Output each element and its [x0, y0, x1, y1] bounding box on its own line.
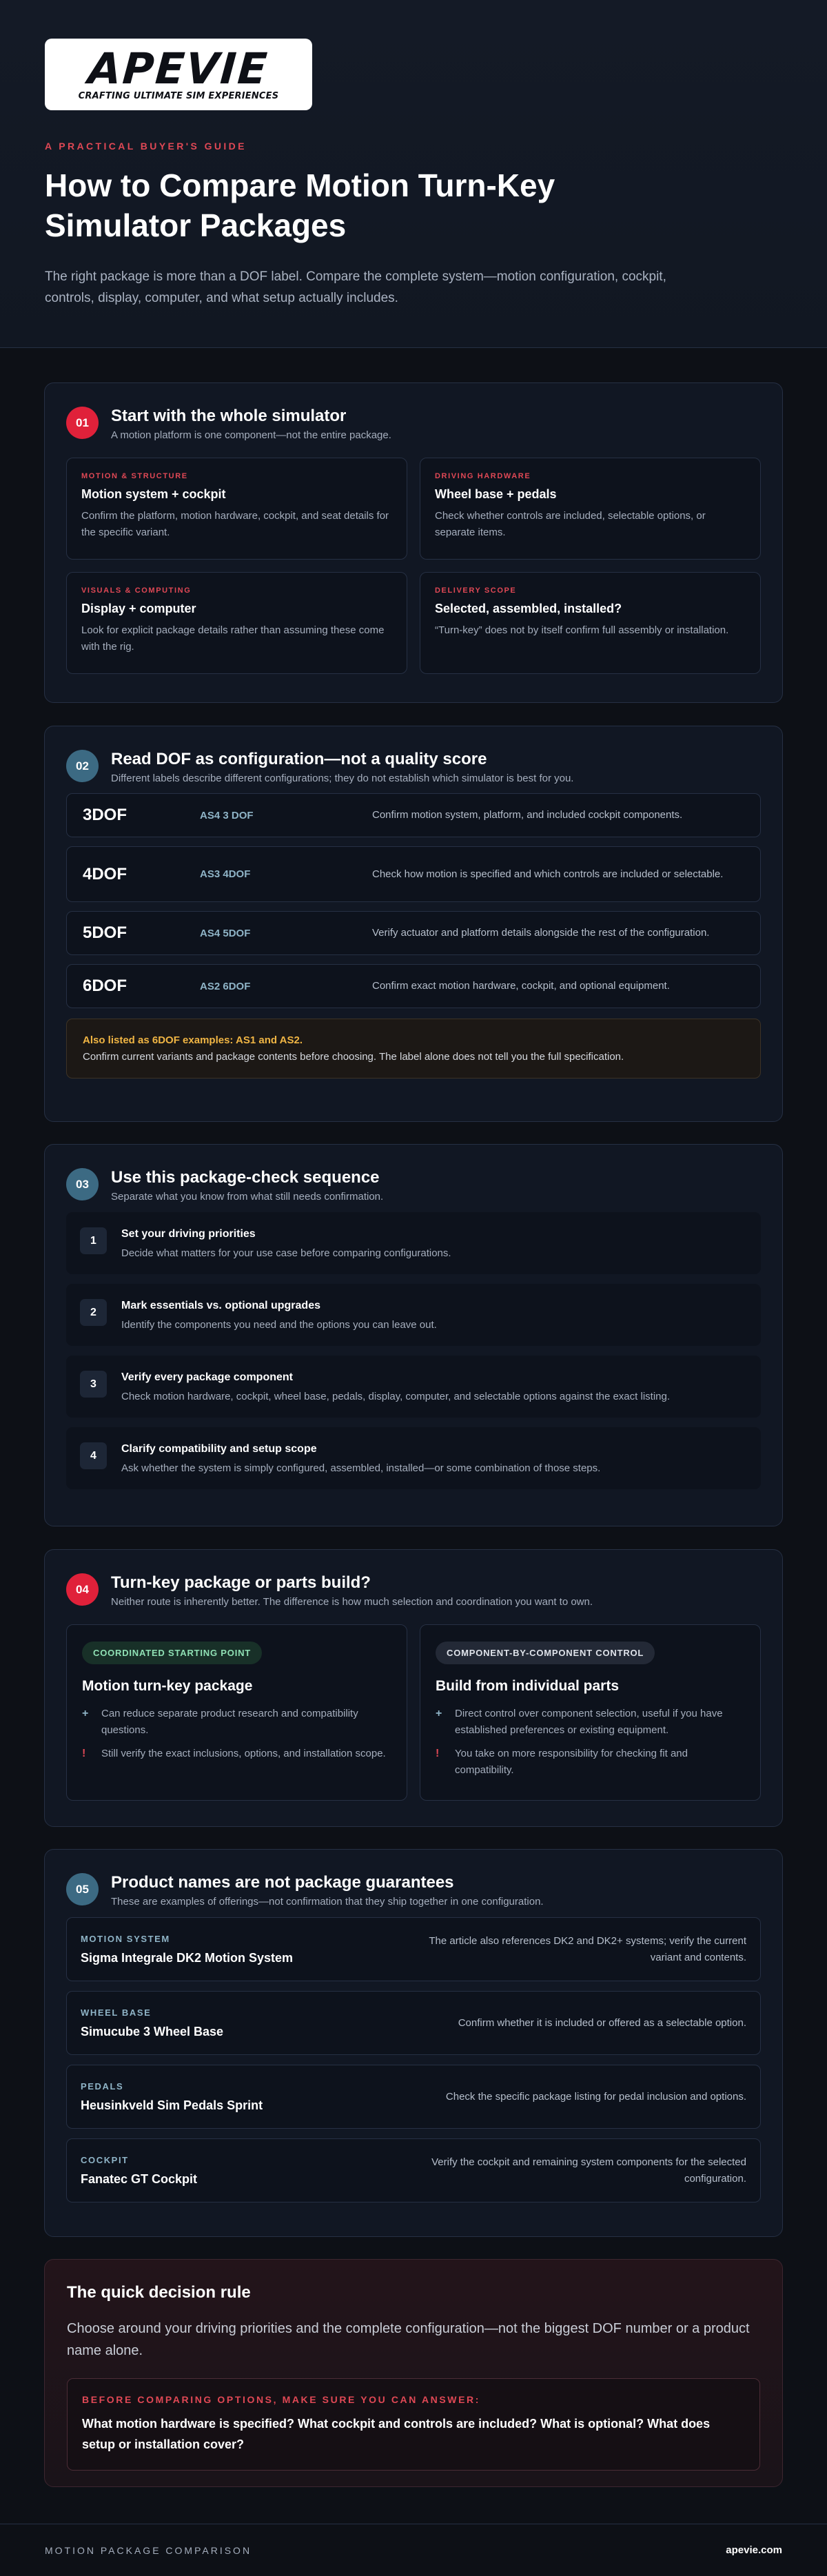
section-package-check — [44, 1144, 783, 1526]
section-header — [66, 1165, 761, 1203]
plus-icon: + — [436, 1708, 442, 1719]
section-subtitle: Neither route is inherently better. The difference is how much selection and coordination you want to own. — [111, 1596, 593, 1608]
section-header — [66, 1870, 761, 1908]
rule-eyebrow: BEFORE COMPARING OPTIONS, MAKE SURE YOU CAN ANSWER: — [82, 2394, 481, 2405]
section-title: Read DOF as configuration—not a quality score — [111, 750, 487, 768]
product-category: WHEEL BASE — [81, 2007, 152, 2018]
benefit-text: Can reduce separate product research and compatibility questions. — [101, 1708, 358, 1736]
path-comparison — [66, 1624, 761, 1801]
rule-title: The quick decision rule — [67, 2283, 251, 2302]
turnkey-path-card — [66, 1624, 407, 1801]
step-item — [66, 1356, 761, 1418]
section-subtitle: A motion platform is one component—not the entire package. — [111, 429, 391, 441]
section-title: Use this package-check sequence — [111, 1168, 380, 1187]
note-text: Confirm current variants and package contents before choosing. The label alone does not tell you the full specification. — [83, 1051, 624, 1063]
card-description: Check whether controls are included, selectable options, or separate items. — [435, 510, 706, 538]
logo-wordmark: APEVIE — [86, 43, 271, 94]
rule-checklist-box — [67, 2378, 760, 2471]
dof-label: 3DOF — [83, 806, 127, 824]
section-header — [66, 1571, 761, 1608]
step-title: Clarify compatibility and setup scope — [121, 1443, 317, 1455]
step-title: Set your driving priorities — [121, 1228, 256, 1240]
step-title: Verify every package component — [121, 1371, 293, 1383]
product-item — [66, 2138, 761, 2202]
section-turnkey-vs-parts — [44, 1549, 783, 1827]
section-number-badge: 01 — [66, 407, 99, 439]
card-title: Selected, assembled, installed? — [435, 602, 622, 615]
dof-model: AS2 6DOF — [200, 980, 251, 992]
card-eyebrow: VISUALS & COMPUTING — [81, 586, 192, 595]
footer — [0, 2524, 827, 2576]
hero — [0, 0, 827, 348]
dof-label: 6DOF — [83, 977, 127, 995]
section-product-names — [44, 1849, 783, 2237]
card-eyebrow: DRIVING HARDWARE — [435, 472, 531, 480]
card-description: Look for explicit package details rather than assuming these come with the rig. — [81, 624, 385, 653]
parts-path-card — [420, 1624, 761, 1801]
card-description: “Turn-key” does not by itself confirm full assembly or installation. — [435, 624, 729, 636]
dof-description: Confirm exact motion hardware, cockpit, and optional equipment. — [372, 980, 670, 992]
step-number: 1 — [80, 1227, 107, 1254]
warning-icon: ! — [436, 1748, 440, 1759]
section-number-badge: 02 — [66, 750, 99, 782]
product-item — [66, 2065, 761, 2129]
product-note: Check the specific package listing for pedal inclusion and options. — [445, 2090, 746, 2103]
step-title: Mark essentials vs. optional upgrades — [121, 1300, 320, 1311]
hero-eyebrow: A PRACTICAL BUYER'S GUIDE — [45, 141, 247, 152]
caveat-text: Still verify the exact inclusions, options, and installation scope. — [101, 1748, 386, 1759]
component-card — [66, 572, 407, 674]
step-item — [66, 1212, 761, 1274]
caveat-text: You take on more responsibility for checking fit and compatibility. — [455, 1748, 688, 1776]
rule-questions: What motion hardware is specified? What cockpit and controls are included? What is optional? What does setup or installation cover? — [82, 2417, 711, 2451]
path-benefit — [82, 1706, 391, 1739]
page-title: How to Compare Motion Turn-Key Simulator Packages — [45, 167, 555, 243]
path-pill: COORDINATED STARTING POINT — [82, 1642, 262, 1664]
benefit-text: Direct control over component selection, useful if you have established preferences or existing equipment. — [455, 1708, 723, 1736]
dof-description: Confirm motion system, platform, and included cockpit components. — [372, 809, 683, 821]
section-subtitle: Different labels describe different configurations; they do not establish which simulator is best for you. — [111, 773, 574, 784]
product-note: The article also references DK2 and DK2+ systems; verify the current variant and contents. — [429, 1934, 746, 1963]
dof-label: 5DOF — [83, 923, 127, 942]
dof-row — [66, 911, 761, 955]
product-item — [66, 1917, 761, 1981]
section-subtitle: Separate what you know from what still needs confirmation. — [111, 1191, 384, 1203]
product-note: Confirm whether it is included or offered as a selectable option. — [458, 2016, 746, 2029]
step-list — [66, 1212, 761, 1489]
component-card-grid — [66, 458, 761, 674]
dof-row — [66, 964, 761, 1008]
product-list — [66, 1917, 761, 2202]
dof-note — [66, 1019, 761, 1079]
dof-model: AS4 3 DOF — [200, 809, 254, 821]
section-subtitle: These are examples of offerings—not confirmation that they ship together in one configuration. — [111, 1896, 544, 1908]
step-number: 4 — [80, 1442, 107, 1469]
step-description: Check motion hardware, cockpit, wheel base, pedals, display, computer, and selectable options against the exact listing. — [121, 1391, 671, 1402]
dof-model: AS4 5DOF — [200, 927, 251, 939]
product-category: COCKPIT — [81, 2154, 129, 2165]
path-pill: COMPONENT-BY-COMPONENT CONTROL — [436, 1642, 655, 1664]
hero-intro: The right package is more than a DOF label. Compare the complete system—motion configuration, cockpit, controls, display, computer, and what setup actually includes. — [45, 269, 666, 305]
section-dof-configuration — [44, 726, 783, 1122]
card-eyebrow: DELIVERY SCOPE — [435, 586, 517, 595]
step-number: 3 — [80, 1371, 107, 1398]
dof-list — [66, 793, 761, 1008]
dof-row — [66, 846, 761, 902]
step-description: Ask whether the system is simply configured, assembled, installed—or some combination of those steps. — [121, 1462, 601, 1474]
product-name: Sigma Integrale DK2 Motion System — [81, 1950, 294, 1965]
dof-label: 4DOF — [83, 864, 127, 883]
product-item — [66, 1991, 761, 2055]
footer-label: MOTION PACKAGE COMPARISON — [45, 2544, 252, 2556]
decision-rule-panel — [44, 2259, 783, 2487]
step-description: Decide what matters for your use case before comparing configurations. — [121, 1247, 451, 1259]
brand-logo[interactable] — [45, 39, 312, 110]
path-title: Build from individual parts — [436, 1678, 620, 1694]
rule-text: Choose around your driving priorities and the complete configuration—not the biggest DOF number or a product name alone. — [67, 2321, 750, 2358]
product-name: Simucube 3 Wheel Base — [81, 2024, 224, 2038]
component-card — [420, 458, 761, 560]
path-benefit — [436, 1706, 745, 1739]
section-whole-simulator — [44, 382, 783, 703]
section-header — [66, 404, 761, 441]
card-eyebrow: MOTION & STRUCTURE — [81, 472, 188, 480]
note-title: Also listed as 6DOF examples: AS1 and AS2. — [83, 1034, 303, 1046]
product-name: Fanatec GT Cockpit — [81, 2171, 198, 2186]
card-title: Display + computer — [81, 602, 196, 615]
dof-model: AS3 4DOF — [200, 868, 251, 880]
step-item — [66, 1284, 761, 1346]
path-caveat — [436, 1746, 745, 1779]
dof-description: Check how motion is specified and which controls are included or selectable. — [372, 868, 724, 880]
product-name: Heusinkveld Sim Pedals Sprint — [81, 2098, 263, 2112]
component-card — [66, 458, 407, 560]
dof-row — [66, 793, 761, 837]
product-note: Verify the cockpit and remaining system components for the selected configuration. — [431, 2156, 746, 2185]
section-title: Product names are not package guarantees — [111, 1873, 454, 1892]
card-title: Wheel base + pedals — [435, 487, 557, 501]
product-category: PEDALS — [81, 2081, 124, 2092]
plus-icon: + — [82, 1708, 89, 1719]
section-header — [66, 747, 761, 784]
card-title: Motion system + cockpit — [81, 487, 226, 501]
component-card — [420, 572, 761, 674]
section-title: Start with the whole simulator — [111, 407, 347, 425]
section-number-badge: 03 — [66, 1168, 99, 1200]
section-number-badge: 04 — [66, 1573, 99, 1606]
step-description: Identify the components you need and the options you can leave out. — [121, 1319, 437, 1331]
section-title: Turn-key package or parts build? — [111, 1573, 371, 1592]
path-title: Motion turn-key package — [82, 1678, 253, 1694]
path-caveat — [82, 1746, 391, 1762]
footer-site-link[interactable]: apevie.com — [726, 2544, 782, 2556]
logo-tagline: CRAFTING ULTIMATE SIM EXPERIENCES — [78, 90, 279, 101]
card-description: Confirm the platform, motion hardware, cockpit, and seat details for the specific variant. — [81, 510, 389, 538]
step-item — [66, 1427, 761, 1489]
dof-description: Verify actuator and platform details alongside the rest of the configuration. — [372, 927, 710, 939]
step-number: 2 — [80, 1299, 107, 1326]
product-category: MOTION SYSTEM — [81, 1933, 170, 1944]
section-number-badge: 05 — [66, 1873, 99, 1905]
warning-icon: ! — [82, 1748, 86, 1759]
